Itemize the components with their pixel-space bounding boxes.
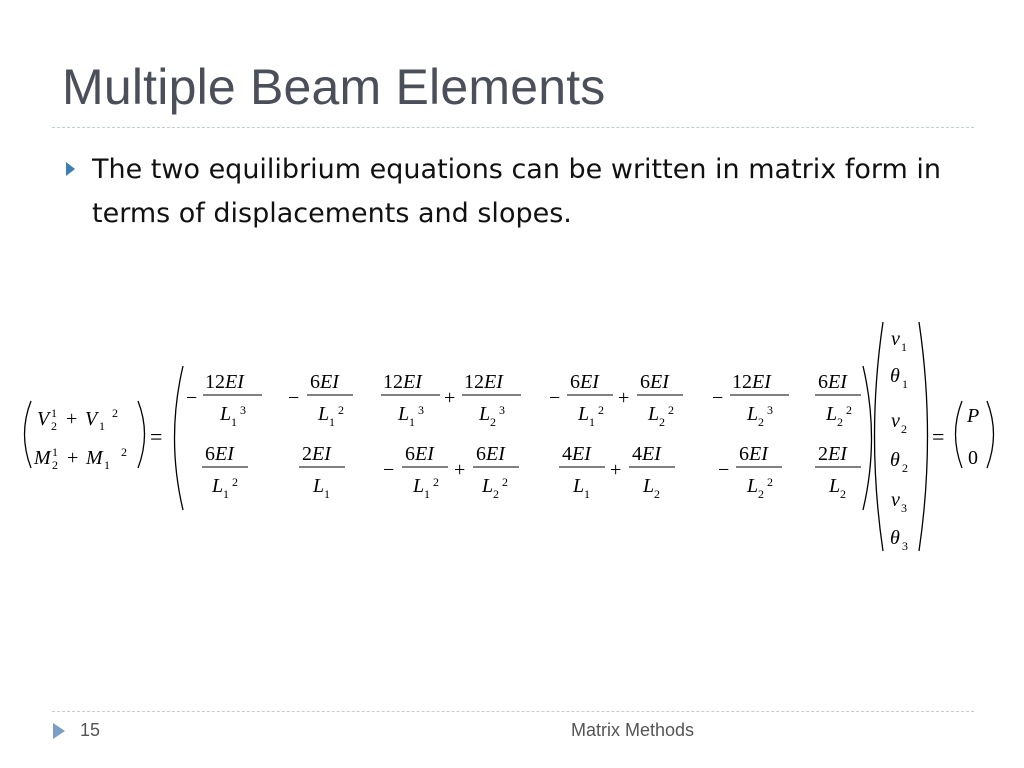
svg-text:2: 2 xyxy=(490,415,496,429)
page-number: 15 xyxy=(80,720,101,740)
svg-text:L: L xyxy=(573,475,585,497)
svg-text:2: 2 xyxy=(338,403,344,417)
svg-text:−: − xyxy=(718,459,730,481)
svg-text:L: L xyxy=(482,475,494,497)
svg-text:L: L xyxy=(747,403,759,425)
svg-text:12EI: 12EI xyxy=(205,371,244,393)
svg-text:1: 1 xyxy=(51,406,57,420)
svg-text:L: L xyxy=(413,475,425,497)
svg-text:−: − xyxy=(712,387,724,409)
svg-text:2: 2 xyxy=(433,475,439,489)
equals-sign-2: = xyxy=(932,424,945,449)
svg-text:2: 2 xyxy=(837,415,843,429)
footer-divider xyxy=(52,711,974,712)
svg-text:3: 3 xyxy=(418,403,424,417)
svg-text:2: 2 xyxy=(668,403,674,417)
rhs-right-paren xyxy=(987,401,994,468)
svg-text:6EI: 6EI xyxy=(205,443,234,465)
svg-text:V: V xyxy=(85,408,98,430)
bullet-arrow-icon xyxy=(66,162,75,176)
svg-text:L: L xyxy=(313,475,325,497)
rhs-p: P xyxy=(967,405,980,427)
svg-text:L: L xyxy=(826,403,838,425)
svg-text:6EI: 6EI xyxy=(310,371,339,393)
dof-vector xyxy=(890,328,908,553)
svg-text:2: 2 xyxy=(654,487,660,501)
svg-text:2: 2 xyxy=(502,475,508,489)
svg-text:θ: θ xyxy=(890,365,900,387)
svg-text:3: 3 xyxy=(902,539,908,553)
matrix-equation xyxy=(0,318,1024,558)
svg-text:2: 2 xyxy=(493,487,499,501)
svg-text:+: + xyxy=(454,459,466,481)
svg-text:12EI: 12EI xyxy=(383,371,422,393)
svg-text:M: M xyxy=(34,447,51,469)
svg-text:L: L xyxy=(398,403,410,425)
svg-text:3: 3 xyxy=(767,403,773,417)
lhs-row-2 xyxy=(33,445,127,472)
svg-text:V: V xyxy=(37,408,50,430)
matrix-row-1 xyxy=(186,371,861,429)
svg-text:1: 1 xyxy=(589,415,595,429)
title-divider xyxy=(52,127,974,128)
svg-text:1: 1 xyxy=(324,487,330,501)
svg-text:L: L xyxy=(578,403,590,425)
svg-text:+: + xyxy=(444,387,456,409)
svg-text:1: 1 xyxy=(584,487,590,501)
svg-text:3: 3 xyxy=(240,403,246,417)
svg-text:L: L xyxy=(648,403,660,425)
svg-text:2: 2 xyxy=(52,458,58,472)
svg-text:1: 1 xyxy=(329,415,335,429)
svg-text:2: 2 xyxy=(659,415,665,429)
svg-text:3: 3 xyxy=(499,403,505,417)
svg-text:v: v xyxy=(891,410,900,432)
svg-text:2: 2 xyxy=(902,461,908,475)
svg-text:θ: θ xyxy=(890,449,900,471)
svg-text:+: + xyxy=(66,408,78,430)
svg-text:2: 2 xyxy=(232,475,238,489)
svg-text:6EI: 6EI xyxy=(405,443,434,465)
svg-text:1: 1 xyxy=(231,415,237,429)
footer-title: Matrix Methods xyxy=(571,720,695,740)
svg-text:6EI: 6EI xyxy=(570,371,599,393)
footer-arrow-icon xyxy=(53,723,65,739)
matrix-row-2 xyxy=(202,443,861,501)
lhs-right-paren xyxy=(138,401,145,468)
svg-text:2: 2 xyxy=(901,422,907,436)
svg-text:6EI: 6EI xyxy=(476,443,505,465)
svg-text:L: L xyxy=(318,403,330,425)
svg-text:2: 2 xyxy=(767,475,773,489)
svg-text:M: M xyxy=(86,447,103,469)
svg-text:12EI: 12EI xyxy=(464,371,503,393)
svg-text:1: 1 xyxy=(52,445,58,459)
lhs-left-paren xyxy=(25,401,32,468)
svg-text:2: 2 xyxy=(758,415,764,429)
svg-text:2: 2 xyxy=(112,406,118,420)
svg-text:2: 2 xyxy=(51,419,57,433)
slide-title: Multiple Beam Elements xyxy=(62,59,606,115)
svg-text:L: L xyxy=(643,475,655,497)
svg-text:−: − xyxy=(383,459,395,481)
svg-text:+: + xyxy=(67,447,79,469)
svg-text:1: 1 xyxy=(902,377,908,391)
svg-text:1: 1 xyxy=(104,458,110,472)
svg-text:6EI: 6EI xyxy=(739,443,768,465)
svg-text:+: + xyxy=(618,387,630,409)
svg-text:2: 2 xyxy=(121,445,127,459)
svg-text:1: 1 xyxy=(901,340,907,354)
svg-text:2EI: 2EI xyxy=(302,443,331,465)
svg-text:6EI: 6EI xyxy=(818,371,847,393)
svg-text:L: L xyxy=(220,403,232,425)
svg-text:2: 2 xyxy=(840,487,846,501)
svg-text:2EI: 2EI xyxy=(818,443,847,465)
svg-text:2: 2 xyxy=(598,403,604,417)
svg-text:12EI: 12EI xyxy=(732,371,771,393)
svg-text:−: − xyxy=(549,387,561,409)
svg-text:θ: θ xyxy=(890,527,900,549)
dof-left-paren xyxy=(875,322,884,551)
svg-text:6EI: 6EI xyxy=(640,371,669,393)
svg-text:+: + xyxy=(610,459,622,481)
svg-text:v: v xyxy=(891,328,900,350)
svg-text:2: 2 xyxy=(758,487,764,501)
svg-text:L: L xyxy=(212,475,224,497)
matrix-left-paren xyxy=(175,366,184,510)
svg-text:L: L xyxy=(747,475,759,497)
svg-text:3: 3 xyxy=(901,501,907,515)
svg-text:4EI: 4EI xyxy=(632,443,661,465)
svg-text:1: 1 xyxy=(424,487,430,501)
svg-text:L: L xyxy=(829,475,841,497)
rhs-left-paren xyxy=(956,401,963,468)
equals-sign-1: = xyxy=(150,424,163,449)
lhs-row-1 xyxy=(37,406,118,433)
rhs-zero: 0 xyxy=(968,447,978,469)
svg-text:4EI: 4EI xyxy=(562,443,591,465)
svg-text:1: 1 xyxy=(409,415,415,429)
svg-text:1: 1 xyxy=(99,419,105,433)
dof-right-paren xyxy=(919,322,928,551)
svg-text:1: 1 xyxy=(223,487,229,501)
svg-text:−: − xyxy=(186,387,198,409)
svg-text:2: 2 xyxy=(846,403,852,417)
bullet-text: The two equilibrium equations can be written in matrix form in terms of displacements and slopes. xyxy=(92,154,941,229)
svg-text:v: v xyxy=(891,489,900,511)
svg-text:−: − xyxy=(288,387,300,409)
svg-text:L: L xyxy=(479,403,491,425)
matrix-right-paren xyxy=(863,366,872,510)
